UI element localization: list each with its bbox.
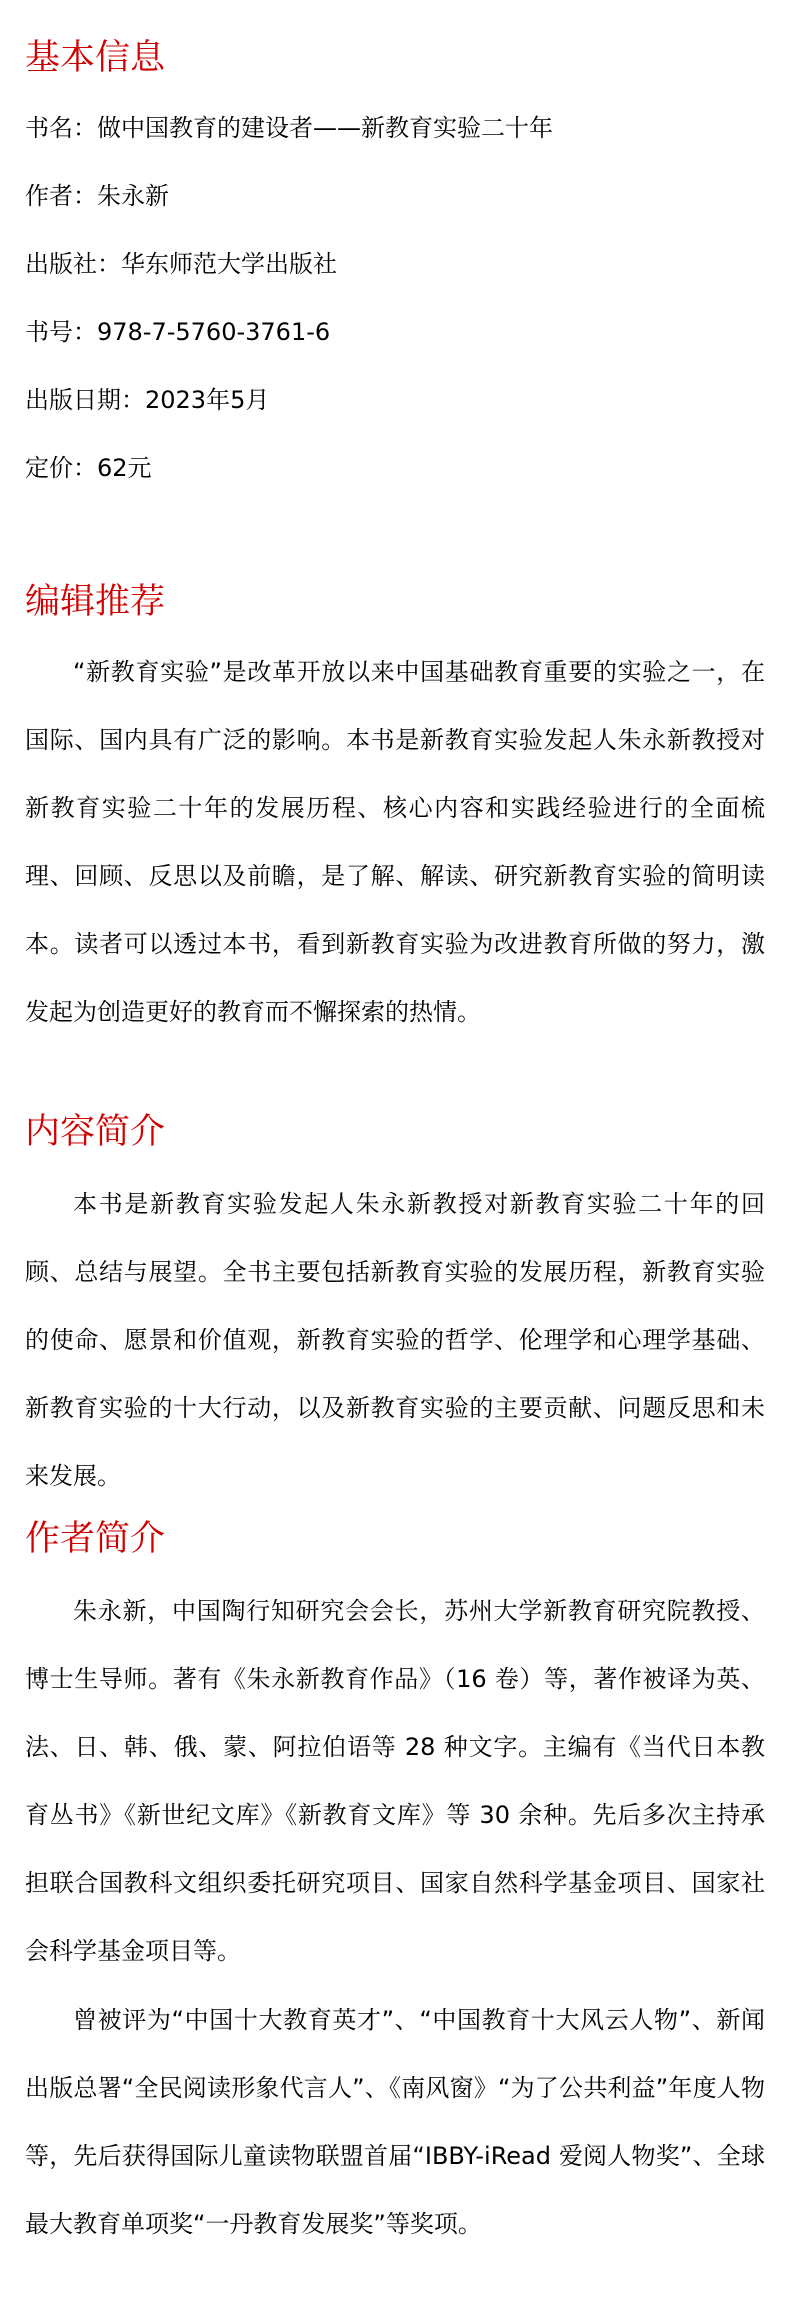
author-intro-paragraph-2: 曾被评为“中国十大教育英才”、“中国教育十大风云人物”、新闻出版总署“全民阅读形象代言人”、《南风窗》“为了公共利益”年度人物等，先后获得国际儿童读物联盟首届“IBBY-iRead 爱阅人物奖”、全球最大教育单项奖“一丹教育发展奖”等奖项。 bbox=[25, 2006, 765, 2238]
section-heading-author-intro: 作者简介 bbox=[25, 1519, 166, 1559]
section-heading-content-summary: 内容简介 bbox=[25, 1112, 166, 1152]
section-heading-editor-recommendation: 编辑推荐 bbox=[25, 582, 166, 622]
info-book-title: 书名：做中国教育的建设者——新教育实验二十年 bbox=[25, 114, 553, 142]
section-heading-basic-info: 基本信息 bbox=[25, 38, 166, 78]
info-author: 作者：朱永新 bbox=[25, 182, 169, 210]
info-isbn: 书号：978-7-5760-3761-6 bbox=[25, 318, 331, 346]
editor-recommendation-paragraph: “新教育实验”是改革开放以来中国基础教育重要的实验之一，在国际、国内具有广泛的影响。本书是新教育实验发起人朱永新教授对新教育实验二十年的发展历程、核心内容和实践经验进行的全面梳理、回顾、反思以及前瞻，是了解、解读、研究新教育实验的简明读本。读者可以透过本书，看到新教育实验为改进教育所做的努力，激发起为创造更好的教育而不懈探索的热情。 bbox=[25, 658, 765, 1026]
info-price: 定价：62元 bbox=[25, 454, 152, 482]
content-summary-paragraph: 本书是新教育实验发起人朱永新教授对新教育实验二十年的回顾、总结与展望。全书主要包括新教育实验的发展历程，新教育实验的使命、愿景和价值观，新教育实验的哲学、伦理学和心理学基础、新教育实验的十大行动，以及新教育实验的主要贡献、问题反思和未来发展。 bbox=[25, 1190, 765, 1490]
info-publisher: 出版社：华东师范大学出版社 bbox=[25, 250, 337, 278]
author-intro-paragraph-1: 朱永新，中国陶行知研究会会长，苏州大学新教育研究院教授、博士生导师。著有《朱永新教育作品》（16 卷）等，著作被译为英、法、日、韩、俄、蒙、阿拉伯语等 28 种文字。主编有《当代日本教育丛书》《新世纪文库》《新教育文库》等 30 余种。先后多次主持承担联合国教科文组织委托研究项目、国家自然科学基金项目、国家社会科学基金项目等。 bbox=[25, 1597, 765, 1965]
info-publish-date: 出版日期：2023年5月 bbox=[25, 386, 270, 414]
